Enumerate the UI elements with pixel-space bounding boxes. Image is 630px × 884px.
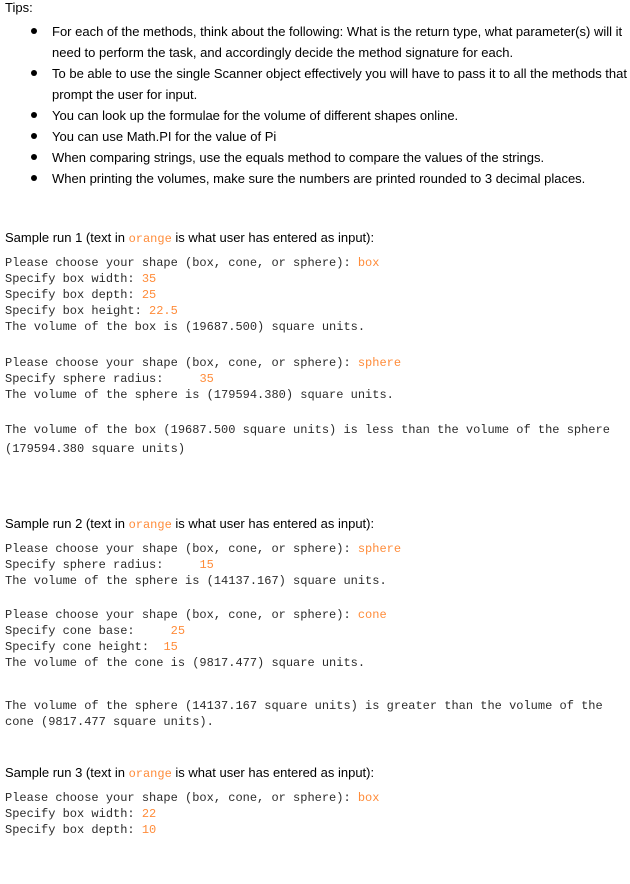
tip-text: You can use Math.PI for the value of Pi	[52, 129, 277, 144]
sample-run-2-block-1	[5, 541, 627, 589]
heading-text: Sample run 2 (text in	[5, 516, 129, 531]
tip-text: To be able to use the single Scanner object effectively you will have to pass it to all the methods that prompt the user for input.	[52, 66, 627, 102]
tip-text: When printing the volumes, make sure the numbers are printed rounded to 3 decimal places.	[52, 171, 586, 186]
tip-item	[5, 105, 627, 126]
console-line: Specify box width: 22	[5, 807, 157, 821]
heading-text: is what user has entered as input):	[171, 516, 375, 531]
heading-text: is what user has entered as input):	[171, 765, 375, 780]
tip-item	[5, 63, 627, 105]
heading-orange-word: orange	[128, 232, 172, 246]
console-line: Specify box height: 22.5	[5, 304, 178, 318]
sample-run-1-conclusion: The volume of the box (19687.500 square units) is less than the volume of the sphere (179594.380 square units)	[5, 423, 610, 456]
bullet-icon	[31, 112, 37, 118]
sample-run-2-block-2	[5, 607, 627, 671]
console-line: Specify cone height: 15	[5, 640, 178, 654]
bullet-icon	[31, 70, 37, 76]
bullet-icon	[31, 154, 37, 160]
sample-run-1-block-2	[5, 355, 627, 403]
tip-item	[5, 21, 627, 63]
heading-orange-word: orange	[128, 767, 172, 781]
tip-item	[5, 147, 627, 168]
console-line: Specify box depth: 25	[5, 288, 157, 302]
bullet-icon	[31, 133, 37, 139]
sample-run-3-block-1	[5, 790, 627, 838]
console-line: The volume of the cone is (9817.477) square units.	[5, 656, 366, 670]
console-line: Please choose your shape (box, cone, or sphere): sphere	[5, 542, 402, 556]
console-line: Specify box depth: 10	[5, 823, 157, 837]
tips-title: Tips:	[5, 0, 33, 15]
console-line: Please choose your shape (box, cone, or sphere): cone	[5, 608, 387, 622]
heading-orange-word: orange	[128, 518, 172, 532]
sample-run-2-conclusion: The volume of the sphere (14137.167 square units) is greater than the volume of the cone (9817.477 square units).	[5, 699, 603, 729]
console-line: Specify sphere radius: 15	[5, 558, 214, 572]
heading-text: is what user has entered as input):	[171, 230, 375, 245]
tips-list	[5, 21, 627, 189]
console-line: Specify sphere radius: 35	[5, 372, 214, 386]
console-line: The volume of the box is (19687.500) square units.	[5, 320, 366, 334]
console-line: The volume of the sphere is (14137.167) square units.	[5, 574, 387, 588]
console-line: Please choose your shape (box, cone, or sphere): box	[5, 791, 380, 805]
sample-run-1-block-1	[5, 255, 627, 335]
console-line: Please choose your shape (box, cone, or sphere): sphere	[5, 356, 402, 370]
tip-text: When comparing strings, use the equals method to compare the values of the strings.	[52, 150, 545, 165]
document	[5, 0, 627, 838]
tip-text: For each of the methods, think about the following: What is the return type, what parameter(s) will it need to perform the task, and accordingly decide the method signature for each.	[52, 24, 623, 60]
tip-item	[5, 168, 627, 189]
console-line: Specify box width: 35	[5, 272, 157, 286]
console-line: The volume of the sphere is (179594.380) square units.	[5, 388, 394, 402]
bullet-icon	[31, 28, 37, 34]
bullet-icon	[31, 175, 37, 181]
heading-text: Sample run 3 (text in	[5, 765, 129, 780]
tip-text: You can look up the formulae for the volume of different shapes online.	[52, 108, 459, 123]
sample-run-3-heading	[5, 765, 627, 782]
console-line: Specify cone base: 25	[5, 624, 186, 638]
heading-text: Sample run 1 (text in	[5, 230, 129, 245]
sample-run-2-heading	[5, 516, 627, 533]
console-line: Please choose your shape (box, cone, or sphere): box	[5, 256, 380, 270]
tip-item	[5, 126, 627, 147]
sample-run-1-heading	[5, 230, 627, 247]
